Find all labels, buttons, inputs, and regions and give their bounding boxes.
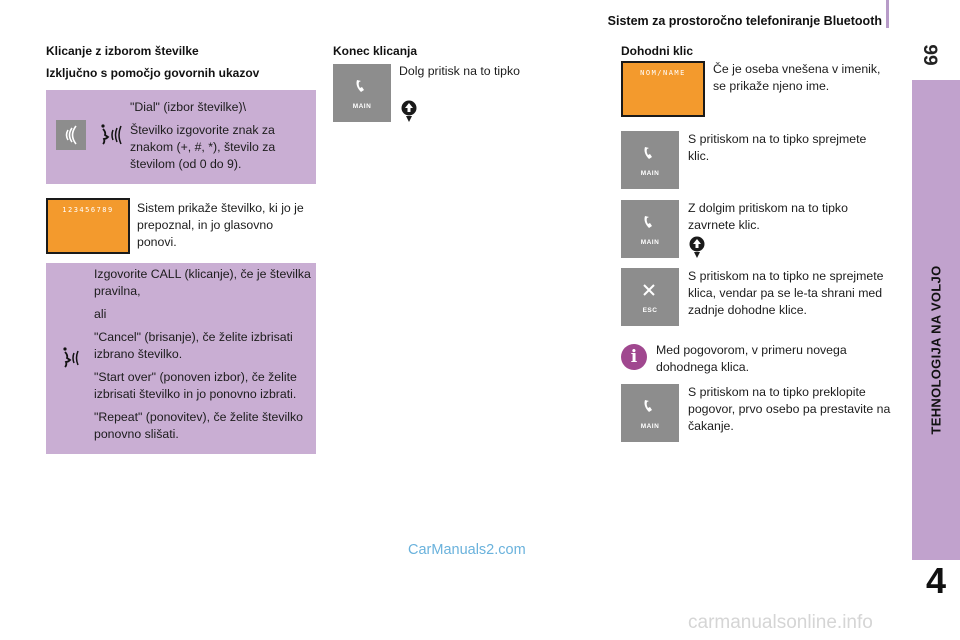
display-screen-digits	[46, 198, 130, 254]
speaking-head-icon	[58, 341, 88, 380]
footer-watermark: carmanualsonline.info	[688, 612, 873, 633]
switch-call-description: S pritiskom na to tipko preklopite pogovor, prvo osebo pa prestavite na čakanje.	[688, 385, 891, 433]
display-name-text: NOM/NAME	[640, 69, 686, 77]
header-divider	[886, 0, 889, 28]
accept-call-description: S pritiskom na to tipko sprejmete klic.	[688, 132, 867, 163]
chapter-number: 4	[925, 560, 947, 601]
long-press-icon	[686, 236, 708, 265]
voice-confirm-box	[46, 263, 316, 454]
incoming-name-description: Če je oseba vnešena v imenik, se prikaže njeno ime.	[713, 62, 881, 93]
voice-command-button-icon	[56, 120, 86, 150]
cancel-command-text: "Cancel" (brisanje), če želite izbrisati izbrano številko.	[94, 330, 293, 361]
page-number: 99	[919, 44, 940, 66]
main-button-icon: MAIN	[333, 64, 391, 122]
page-header-title: Sistem za prostoročno telefoniranje Bluetooth	[607, 14, 882, 28]
voice-dial-instructions: Številko izgovorite znak za znakom (+, #, *), število za številom (od 0 do 9).	[130, 123, 276, 171]
info-icon: i	[621, 344, 647, 370]
info-note: Med pogovorom, v primeru novega dohodnega klica.	[656, 343, 847, 374]
section-subheading-voice: Izključno s pomočjo govornih ukazov	[46, 66, 260, 80]
esc-button-icon: ESC	[621, 268, 679, 326]
speaking-head-icon	[96, 118, 130, 157]
or-text: ali	[94, 307, 107, 321]
display-screen-name	[621, 61, 705, 117]
section-heading-dial: Klicanje z izborom številke	[46, 44, 199, 58]
reject-call-description: Z dolgim pritiskom na to tipko zavrnete klic.	[688, 201, 848, 232]
display-number-description: Sistem prikaže številko, ki jo je prepoznal, in jo glasovno ponovi.	[137, 201, 304, 249]
start-over-command-text: "Start over" (ponoven izbor), če želite izbrisati številko in jo ponovno izbrati.	[94, 370, 297, 401]
chapter-label: TEHNOLOGIJA NA VOLJO	[928, 265, 944, 435]
main-button-icon: MAIN	[621, 384, 679, 442]
main-button-icon: MAIN	[621, 131, 679, 189]
voice-dial-box	[46, 90, 316, 184]
repeat-command-text: "Repeat" (ponovitev), če želite številko ponovno slišati.	[94, 410, 303, 441]
end-call-description: Dolg pritisk na to tipko	[399, 64, 520, 78]
voice-dial-command: "Dial" (izbor številke)\	[130, 100, 247, 114]
display-digits-text: 123456789	[62, 206, 114, 214]
watermark-link[interactable]: CarManuals2.com	[408, 542, 526, 558]
long-press-icon	[398, 100, 420, 129]
section-heading-incoming: Dohodni klic	[621, 44, 693, 58]
main-button-icon: MAIN	[621, 200, 679, 258]
ignore-call-description: S pritiskom na to tipko ne sprejmete klica, vendar pa se le-ta shrani med zadnje dohodne klice.	[688, 269, 884, 317]
confirm-call-text: Izgovorite CALL (klicanje), če je številka pravilna,	[94, 267, 311, 298]
section-heading-end-call: Konec klicanja	[333, 44, 418, 58]
